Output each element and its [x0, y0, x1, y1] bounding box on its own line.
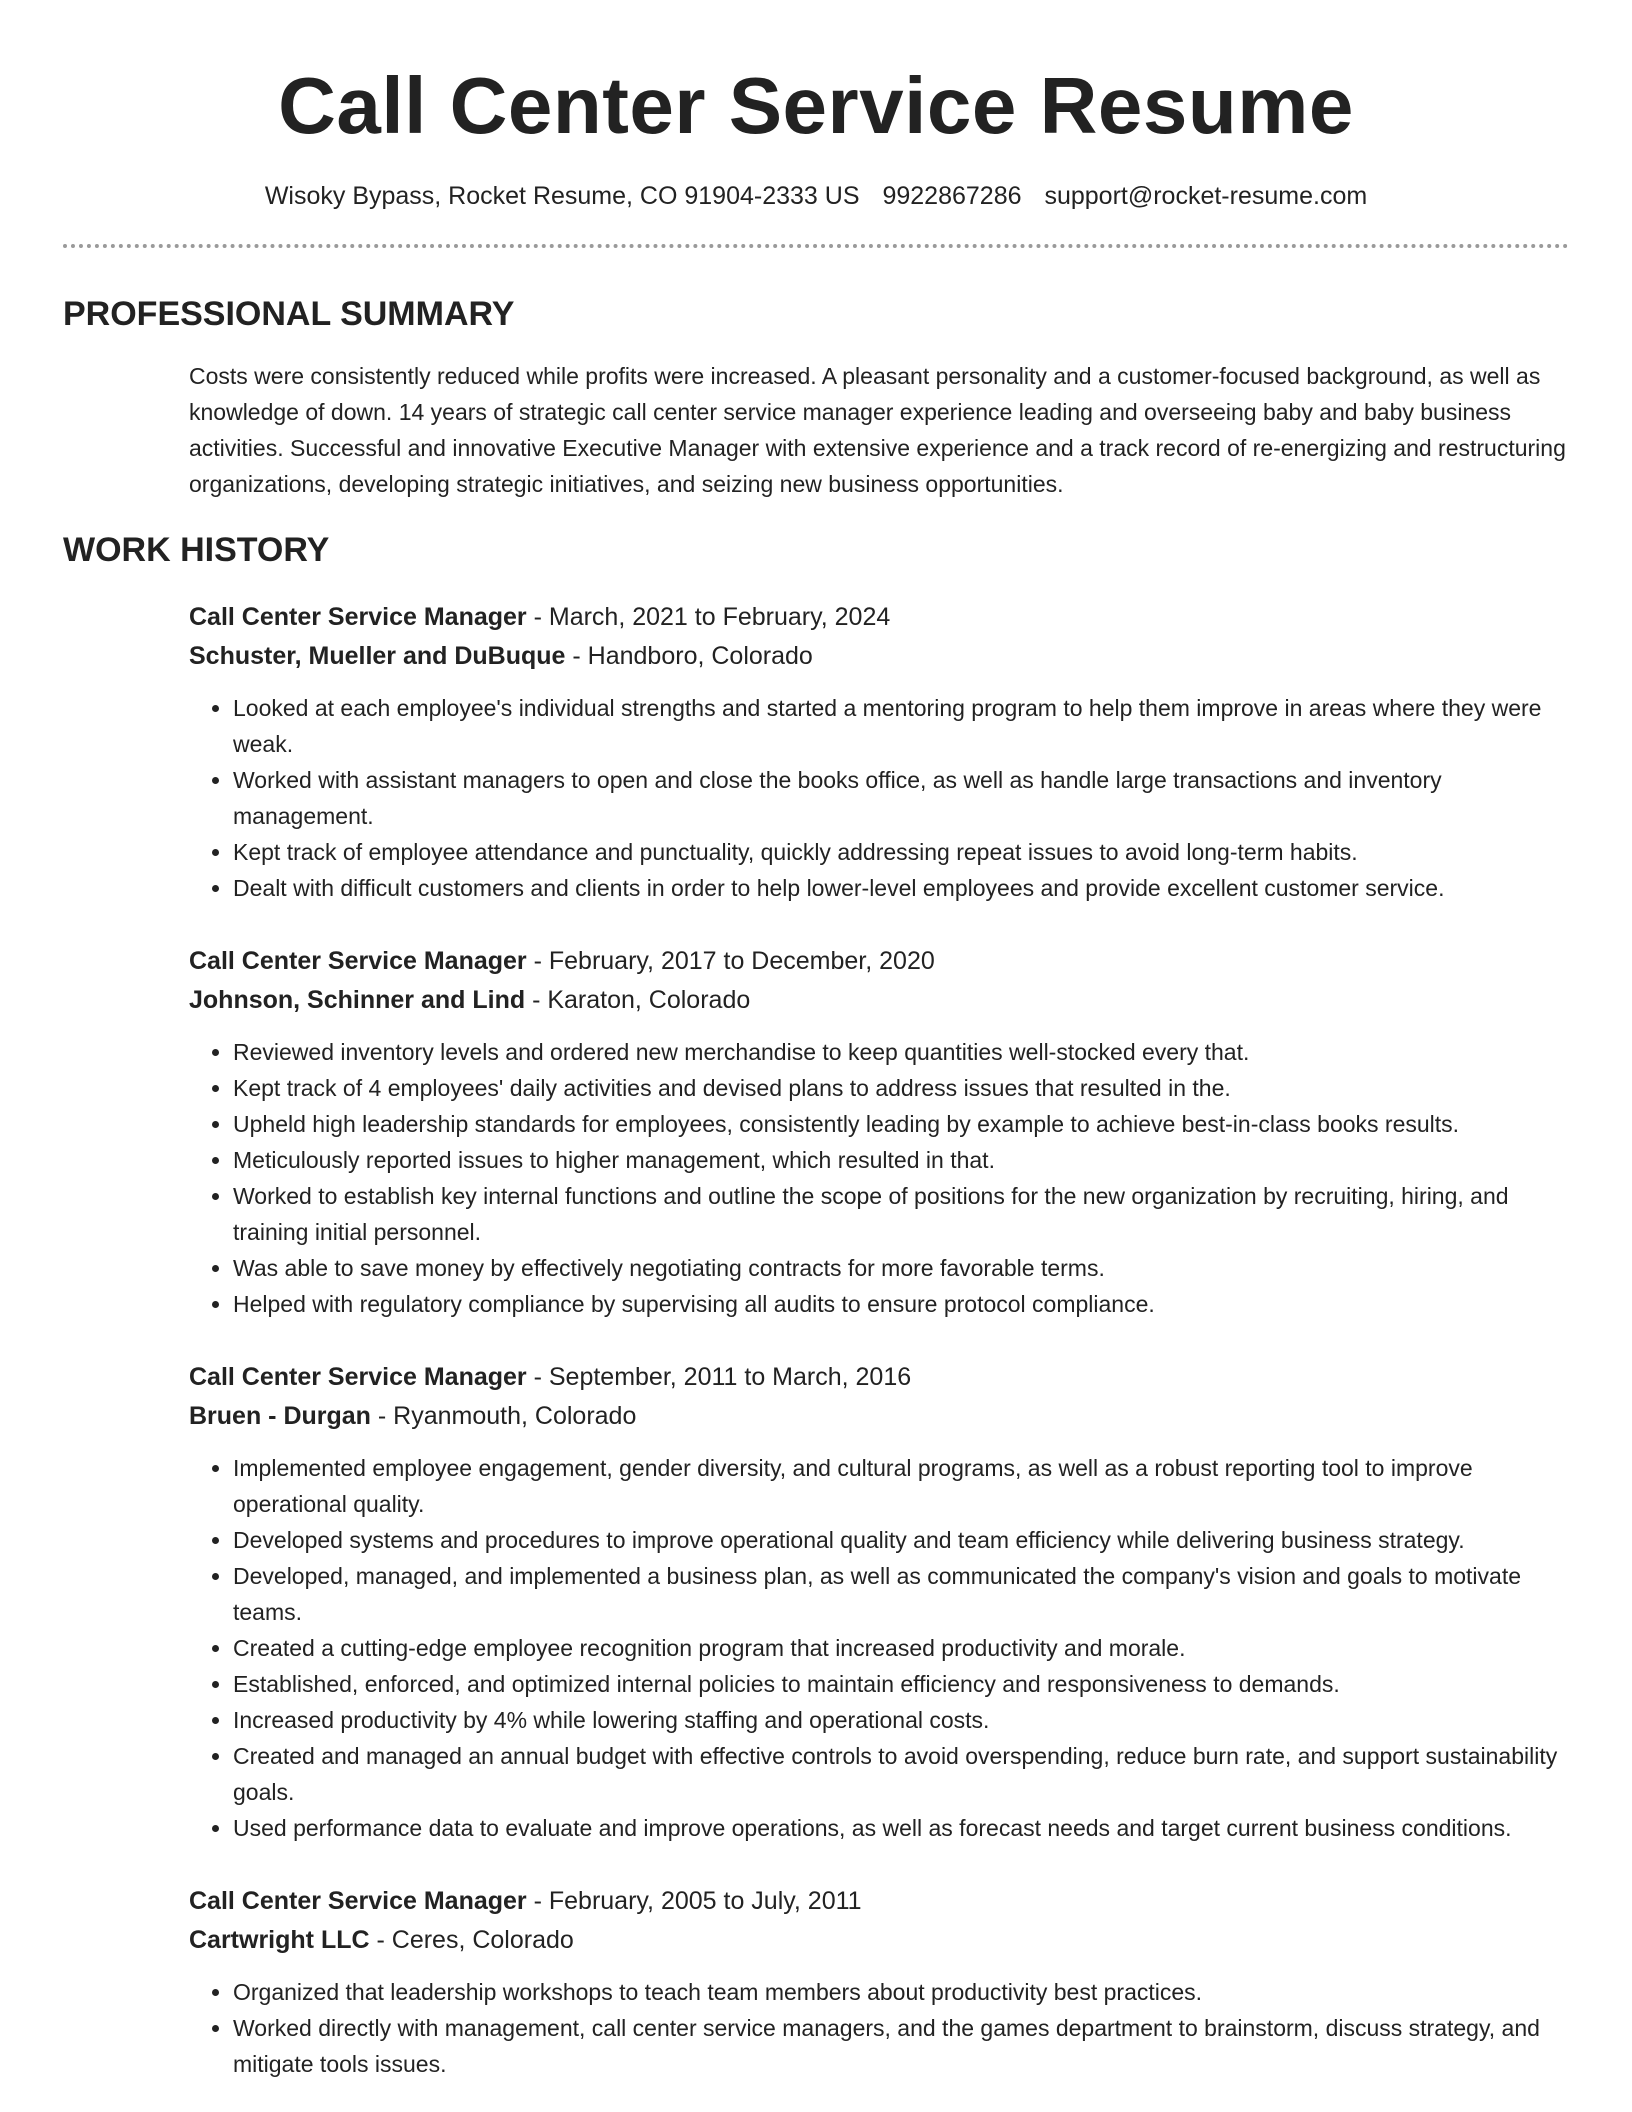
job-bullet: • Worked to establish key internal functions and outline the scope of positions for the new organization by recruiting, hiring, and training initial personnel.: [233, 1178, 1569, 1250]
job-company-line: [189, 981, 1569, 1020]
job-company: Bruen - Durgan: [189, 1402, 371, 1430]
job-role: Call Center Service Manager: [189, 1887, 527, 1915]
job-bullet: • Established, enforced, and optimized internal policies to maintain efficiency and responsiveness to demands.: [233, 1666, 1569, 1702]
job-bullet: • Meticulously reported issues to higher management, which resulted in that.: [233, 1142, 1569, 1178]
job-entry: [189, 1358, 1569, 1846]
job-location: - Handboro, Colorado: [565, 642, 813, 670]
job-role-line: [189, 1358, 1569, 1397]
job-bullet: • Upheld high leadership standards for employees, consistently leading by example to achieve best-in-class books results.: [233, 1106, 1569, 1142]
job-bullet: • Used performance data to evaluate and improve operations, as well as forecast needs and target current business conditions.: [233, 1810, 1569, 1846]
job-bullet: • Developed, managed, and implemented a business plan, as well as communicated the company's vision and goals to motivate teams.: [233, 1558, 1569, 1630]
job-dates: - February, 2017 to December, 2020: [526, 947, 935, 975]
job-bullet: • Organized that leadership workshops to teach team members about productivity best practices.: [233, 1974, 1569, 2010]
contact-line: [63, 180, 1569, 212]
job-company: Schuster, Mueller and DuBuque: [189, 642, 566, 670]
job-role-line: [189, 1882, 1569, 1921]
job-location: - Karaton, Colorado: [525, 986, 751, 1014]
job-bullet: • Kept track of employee attendance and punctuality, quickly addressing repeat issues to avoid long-term habits.: [233, 834, 1569, 870]
job-bullet: • Looked at each employee's individual strengths and started a mentoring program to help them improve in areas where they were weak.: [233, 690, 1569, 762]
job-bullet: • Worked with assistant managers to open and close the books office, as well as handle large transactions and inventory management.: [233, 762, 1569, 834]
job-bullet: • Worked directly with management, call center service managers, and the games department to brainstorm, discuss strategy, and mitigate tools issues.: [233, 2010, 1569, 2082]
job-company-line: [189, 1397, 1569, 1436]
job-bullet: • Implemented employee engagement, gender diversity, and cultural programs, as well as a robust reporting tool to improve operational quality.: [233, 1450, 1569, 1522]
job-bullets: [189, 1974, 1569, 2082]
job-entry: [189, 1882, 1569, 2082]
job-bullets: [189, 1450, 1569, 1846]
job-bullet: • Developed systems and procedures to improve operational quality and team efficiency while delivering business strategy.: [233, 1522, 1569, 1558]
job-role-line: [189, 598, 1569, 637]
job-bullet: • Was able to save money by effectively negotiating contracts for more favorable terms.: [233, 1250, 1569, 1286]
contact-phone: 9922867286: [882, 182, 1022, 210]
job-dates: - February, 2005 to July, 2011: [526, 1887, 862, 1915]
job-entry: [189, 598, 1569, 906]
summary-text: Costs were consistently reduced while profits were increased. A pleasant personality and a customer-focused background, as well as knowledge of down. 14 years of strategic call center service manager experience leading and overseeing baby and baby business activities. Successful and innovative Executive Manager with extensive experience and a track record of re-energizing and restructuring organizations, developing strategic initiatives, and seizing new business opportunities.: [189, 363, 1566, 497]
job-dates: - March, 2021 to February, 2024: [526, 603, 891, 631]
job-role: Call Center Service Manager: [189, 947, 527, 975]
job-bullets: [189, 1034, 1569, 1322]
contact-address: Wisoky Bypass, Rocket Resume, CO 91904-2333 US: [264, 182, 860, 210]
work-history-list: [189, 598, 1569, 2082]
summary-heading: PROFESSIONAL SUMMARY: [63, 295, 515, 333]
job-company-line: [189, 637, 1569, 676]
job-bullet: • Kept track of 4 employees' daily activities and devised plans to address issues that resulted in the.: [233, 1070, 1569, 1106]
job-company: Johnson, Schinner and Lind: [189, 986, 526, 1014]
job-bullet: • Helped with regulatory compliance by supervising all audits to ensure protocol compliance.: [233, 1286, 1569, 1322]
job-role-line: [189, 942, 1569, 981]
job-bullet: • Created and managed an annual budget with effective controls to avoid overspending, reduce burn rate, and support sustainability goals.: [233, 1738, 1569, 1810]
header-divider: [63, 244, 1569, 248]
job-company-line: [189, 1921, 1569, 1960]
job-location: - Ceres, Colorado: [369, 1926, 574, 1954]
job-bullets: [189, 690, 1569, 906]
contact-email: support@rocket-resume.com: [1044, 182, 1368, 210]
job-role: Call Center Service Manager: [189, 1363, 527, 1391]
job-bullet: • Created a cutting-edge employee recognition program that increased productivity and morale.: [233, 1630, 1569, 1666]
job-dates: - September, 2011 to March, 2016: [526, 1363, 912, 1391]
resume-title: Call Center Service Resume: [278, 61, 1354, 150]
job-company: Cartwright LLC: [189, 1926, 370, 1954]
job-location: - Ryanmouth, Colorado: [370, 1402, 637, 1430]
work-history-heading: WORK HISTORY: [63, 531, 330, 569]
job-bullet: • Dealt with difficult customers and clients in order to help lower-level employees and provide excellent customer service.: [233, 870, 1569, 906]
job-bullet: • Increased productivity by 4% while lowering staffing and operational costs.: [233, 1702, 1569, 1738]
job-role: Call Center Service Manager: [189, 603, 527, 631]
job-bullet: • Reviewed inventory levels and ordered new merchandise to keep quantities well-stocked every that.: [233, 1034, 1569, 1070]
job-entry: [189, 942, 1569, 1322]
